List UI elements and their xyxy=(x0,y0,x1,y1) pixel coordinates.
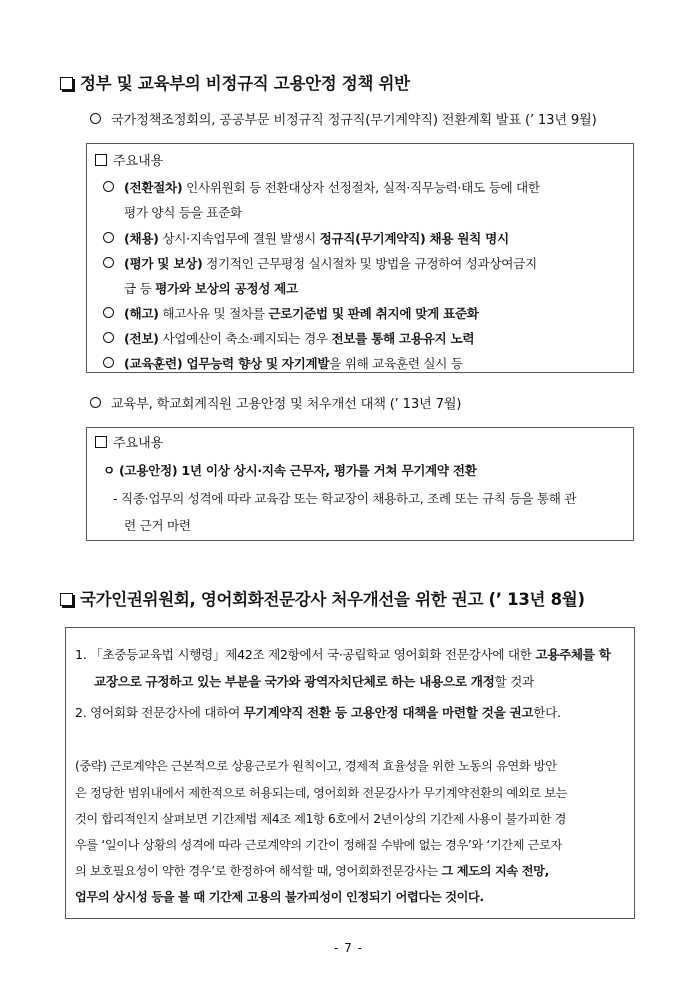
list-item: ㅇ (고용안정) 1년 이상 상시·지속 근무자, 평가를 거쳐 무기계약 전환 xyxy=(103,463,477,478)
circle-bullet-icon xyxy=(103,257,114,268)
section-heading-1 xyxy=(60,70,410,94)
list-item: (평가 및 보상) 정기적인 근무평정 실시절차 및 방법을 규정하여 성과상여금지 xyxy=(103,253,537,272)
quote-line: 우를 ‘일이나 상황의 성격에 따라 근로계약의 기간이 정해질 수밖에 없는 경우’와 ‘기간제 근로자 xyxy=(75,838,562,852)
circle-bullet-icon xyxy=(90,113,101,124)
list-item-continuation: 련 근거 마련 xyxy=(124,518,191,533)
list-item: (채용) 상시·지속업무에 결원 발생시 정규직(무기계약직) 채용 원칙 명시 xyxy=(103,228,509,247)
list-item-detail: - 직종·업무의 성격에 따라 교육감 또는 학교장이 채용하고, 조례 또는 규칙 등을 통해 관 xyxy=(113,491,577,506)
recommendation-item-1-continuation: 교장으로 규정하고 있는 부분을 국가와 광역자치단체로 하는 내용으로 개정할 것과 xyxy=(94,674,534,689)
box-title: 주요내용 xyxy=(95,150,163,169)
checkbox-bullet-icon xyxy=(60,77,73,90)
page-number: - 7 - xyxy=(334,941,363,955)
section-title: 국가인권위원회, 영어회화전문강사 처우개선을 위한 권고 (’ 13년 8월) xyxy=(80,590,585,609)
list-item: (전보) 사업예산이 축소·폐지되는 경우 전보를 통해 고용유지 노력 xyxy=(103,328,474,347)
circle-bullet-icon xyxy=(103,332,114,343)
circle-bullet-icon xyxy=(103,307,114,318)
list-item: (교육훈련) 업무능력 향상 및 자기계발을 위해 교육훈련 실시 등 xyxy=(103,353,463,372)
box-title: 주요내용 xyxy=(95,432,163,451)
square-bullet-icon xyxy=(95,436,107,448)
quote-line: 업무의 상시성 등을 볼 때 기간제 고용의 불가피성이 인정되기 어렵다는 것이다. xyxy=(75,890,484,904)
recommendation-item-2: 2. 영어회화 전문강사에 대하여 무기계약직 전환 등 고용안정 대책을 마련할 것을 권고한다. xyxy=(75,705,561,720)
circle-bullet-icon xyxy=(103,357,114,368)
checkbox-bullet-icon xyxy=(60,593,73,606)
quote-line: 것이 합리적인지 살펴보면 기간제법 제4조 제1항 6호에서 2년이상의 기간제 사용이 불가피한 경 xyxy=(75,812,567,826)
circle-bullet-icon xyxy=(103,181,114,192)
list-item-continuation: 급 등 평가와 보상의 공정성 제고 xyxy=(124,281,298,296)
list-item: (전환절차) 인사위원회 등 전환대상자 선정절차, 실적·직무능력·태도 등에 대한 xyxy=(103,177,540,196)
quote-line: 은 정당한 범위내에서 제한적으로 허용되는데, 영어회화 전문강사가 무기계약전환의 예외로 보는 xyxy=(75,786,568,800)
recommendation-item-1: 1. 「초중등교육법 시행령」제42조 제2항에서 국·공립학교 영어회화 전문강사에 대한 고용주체를 학 xyxy=(75,647,611,662)
square-bullet-icon xyxy=(95,154,107,166)
policy-subheading-1: 국가정책조정회의, 공공부문 비정규직 정규직(무기계약직) 전환계획 발표 (’ 13년 9월) xyxy=(90,109,597,128)
list-item: (해고) 해고사유 및 절차를 근로기준법 및 판례 취지에 맞게 표준화 xyxy=(103,303,479,322)
circle-bullet-icon xyxy=(103,232,114,243)
section-heading-2 xyxy=(60,586,585,610)
quote-line: 의 보호필요성이 약한 경우’로 한정하여 해석할 때, 영어회화전문강사는 그 제도의 지속 전망, xyxy=(75,864,549,878)
circle-bullet-icon xyxy=(90,397,101,408)
section-title: 정부 및 교육부의 비정규직 고용안정 정책 위반 xyxy=(80,74,410,93)
policy-subheading-2: 교육부, 학교회계직원 고용안정 및 처우개선 대책 (’ 13년 7월) xyxy=(90,393,461,412)
list-item-continuation: 평가 양식 등을 표준화 xyxy=(124,205,242,220)
quote-line: (중략) 근로계약은 근본적으로 상용근로가 원칙이고, 경제적 효율성을 위한 노동의 유연화 방안 xyxy=(75,759,557,773)
